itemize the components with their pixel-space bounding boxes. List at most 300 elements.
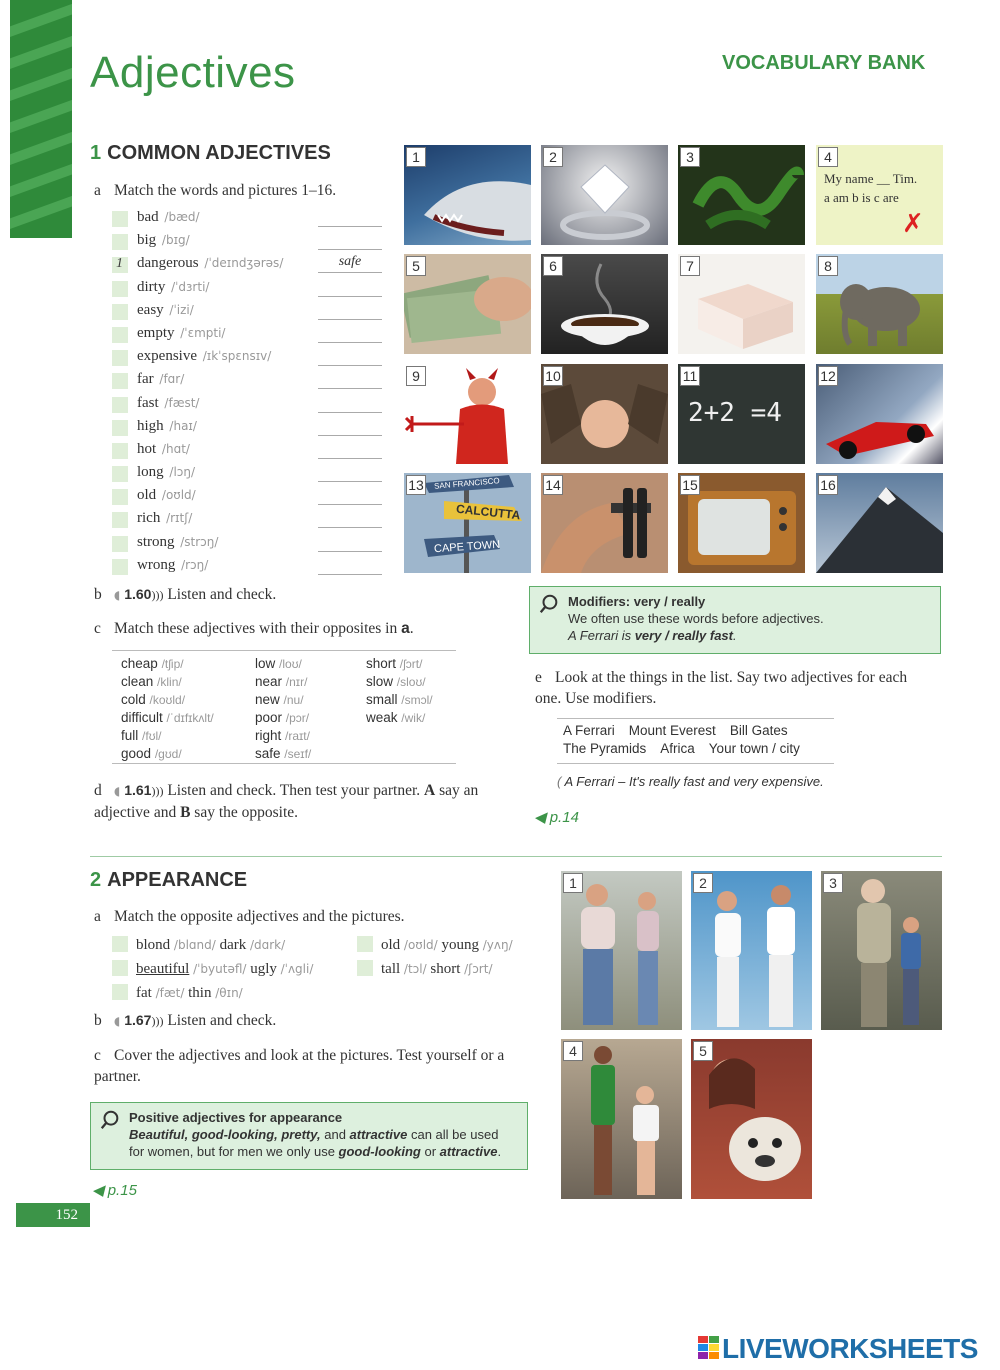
opposite-entry bbox=[255, 727, 311, 745]
instruction-b bbox=[94, 586, 276, 604]
picture-number: 4 bbox=[818, 147, 838, 167]
word-row bbox=[112, 440, 387, 463]
tip-bold-words: Beautiful, good-looking, pretty, bbox=[129, 1127, 321, 1142]
opposite-answer-field[interactable] bbox=[318, 347, 382, 366]
appearance-photo-3 bbox=[821, 871, 942, 1030]
list-e-row-1 bbox=[563, 723, 802, 738]
answer-box[interactable] bbox=[112, 350, 128, 366]
word-row bbox=[112, 208, 387, 231]
opposite-entry bbox=[121, 673, 214, 691]
appearance-photo-5 bbox=[691, 1039, 812, 1199]
answer-box[interactable] bbox=[112, 443, 128, 459]
instruction-text-2: say an adjective and bbox=[94, 782, 479, 821]
tip-line-2 bbox=[568, 627, 930, 644]
opposite-answer-field[interactable] bbox=[318, 208, 382, 227]
opposite-answer-field[interactable] bbox=[318, 463, 382, 482]
word-text: wrong bbox=[137, 556, 176, 573]
answer-box[interactable] bbox=[112, 373, 128, 389]
word-text: high bbox=[137, 417, 164, 434]
adjective: young bbox=[441, 937, 479, 953]
picture-number: 15 bbox=[680, 475, 700, 495]
word-row bbox=[112, 486, 387, 509]
section-title-text: APPEARANCE bbox=[107, 869, 248, 891]
tip-line-2-a: A Ferrari is bbox=[568, 628, 635, 643]
phonetic: /tɔl/ bbox=[403, 962, 427, 976]
phonetic: /dɑrk/ bbox=[249, 938, 286, 952]
word-entry bbox=[137, 487, 196, 504]
opposites-column-2 bbox=[255, 655, 311, 763]
adjective: good bbox=[121, 746, 152, 761]
word-entry bbox=[137, 464, 195, 481]
opposite-answer-field[interactable] bbox=[318, 324, 382, 343]
tip-heading: Positive adjectives for appearance bbox=[129, 1110, 343, 1125]
opposite-answer-field[interactable]: safe bbox=[318, 254, 382, 273]
list-item: Mount Everest bbox=[628, 723, 716, 738]
word-text: big bbox=[137, 232, 157, 249]
picture-8-elephant bbox=[816, 254, 943, 354]
tip-bold-word: attractive bbox=[439, 1144, 498, 1159]
phonetic: /wik/ bbox=[401, 711, 426, 725]
opposite-answer-field[interactable] bbox=[318, 486, 382, 505]
picture-number: 2 bbox=[543, 147, 563, 167]
opposite-entry bbox=[255, 673, 311, 691]
section-number: 1 bbox=[90, 142, 102, 164]
opposite-entry bbox=[121, 709, 214, 727]
instruction-text: Match the words and pictures 1–16. bbox=[114, 182, 337, 199]
list-item: Africa bbox=[660, 741, 695, 756]
phonetic: /yʌŋ/ bbox=[482, 938, 513, 952]
adjective: low bbox=[255, 656, 276, 671]
picture-1-shark bbox=[404, 145, 531, 245]
picture-6-coffee bbox=[541, 254, 668, 354]
picture-number: 1 bbox=[563, 873, 583, 893]
answer-box[interactable] bbox=[112, 397, 128, 413]
adjective: short bbox=[366, 656, 397, 671]
picture-number: 7 bbox=[680, 256, 700, 276]
word-row bbox=[112, 301, 387, 324]
picture-number: 6 bbox=[543, 256, 563, 276]
answer-box[interactable] bbox=[357, 960, 373, 976]
phonetic: /θɪn/ bbox=[215, 986, 243, 1000]
word-text: far bbox=[137, 371, 154, 388]
audio-icon[interactable]: ◖ bbox=[114, 784, 121, 798]
answer-box[interactable] bbox=[112, 466, 128, 482]
two-women-image bbox=[561, 871, 682, 1030]
adjective: weak bbox=[366, 710, 398, 725]
tip-heading: Modifiers: very / really bbox=[568, 594, 706, 609]
word-text: hot bbox=[137, 440, 157, 457]
tall-short-players-image bbox=[561, 1039, 682, 1199]
instruction-bold: a bbox=[401, 620, 410, 637]
adjective: tall bbox=[381, 961, 401, 977]
tip-text: can all be used bbox=[407, 1127, 499, 1142]
phonetic: /oʊld/ bbox=[161, 488, 196, 503]
instruction-text: Listen and check. bbox=[167, 1012, 277, 1029]
opposite-entry bbox=[366, 709, 433, 727]
word-entry bbox=[137, 255, 283, 272]
word-row bbox=[112, 347, 387, 370]
phonetic: /ˈdeɪndʒərəs/ bbox=[204, 256, 284, 271]
picture-number: 10 bbox=[543, 366, 563, 386]
tip-text: and bbox=[320, 1127, 350, 1142]
woman-with-dog-image bbox=[691, 1039, 812, 1199]
phonetic: /lɔŋ/ bbox=[169, 465, 196, 480]
phonetic: /blɑnd/ bbox=[173, 938, 216, 952]
picture-14-dumbbell bbox=[541, 473, 668, 573]
phonetic: /fɑr/ bbox=[159, 372, 185, 387]
decorative-band bbox=[10, 0, 72, 238]
adjective: small bbox=[366, 692, 398, 707]
answer-box[interactable] bbox=[112, 304, 128, 320]
audio-track: 1.60 bbox=[124, 586, 152, 602]
word-row bbox=[112, 231, 387, 254]
word-row bbox=[112, 509, 387, 532]
instruction-a bbox=[94, 182, 336, 200]
opposite-answer-field[interactable] bbox=[318, 440, 382, 459]
section-title-text: COMMON ADJECTIVES bbox=[107, 142, 331, 164]
word-row bbox=[112, 417, 387, 440]
instruction-e bbox=[535, 667, 930, 709]
picture-number: 9 bbox=[406, 366, 426, 386]
adjective: difficult bbox=[121, 710, 163, 725]
word-entry bbox=[137, 441, 190, 458]
phonetic: /ɪkˈspɛnsɪv/ bbox=[202, 349, 272, 364]
opposite-entry bbox=[255, 709, 311, 727]
tip-text: for women, but for men we only use bbox=[129, 1144, 339, 1159]
phonetic: /tʃip/ bbox=[161, 657, 184, 671]
word-row bbox=[112, 394, 387, 417]
phonetic: /bæd/ bbox=[164, 210, 200, 224]
opposite-answer-field[interactable] bbox=[318, 417, 382, 436]
back-arrow-icon: ◀ bbox=[534, 809, 546, 826]
phonetic: /haɪ/ bbox=[169, 418, 197, 433]
adjective: blond bbox=[136, 937, 171, 953]
adjective-pair bbox=[357, 960, 493, 978]
adjective: ugly bbox=[250, 961, 277, 977]
picture-number: 2 bbox=[693, 873, 713, 893]
partner-b: B bbox=[180, 804, 191, 821]
word-text: dirty bbox=[137, 278, 166, 295]
phonetic: /oʊld/ bbox=[403, 938, 438, 952]
opposite-answer-field[interactable] bbox=[318, 231, 382, 250]
answer-box[interactable] bbox=[112, 489, 128, 505]
list-e-row-2 bbox=[563, 741, 814, 756]
sign-cape-town: CAPE TOWN bbox=[433, 538, 501, 556]
back-arrow-icon: ◀ bbox=[92, 1182, 104, 1199]
audio-track: 1.67 bbox=[124, 1012, 152, 1028]
list-item: The Pyramids bbox=[563, 741, 647, 756]
picture-number: 5 bbox=[693, 1041, 713, 1061]
sign-san-francisco: SAN FRANCISCO bbox=[433, 476, 501, 491]
word-text: empty bbox=[137, 324, 175, 341]
answer-box[interactable] bbox=[112, 536, 128, 552]
phonetic: /koʊld/ bbox=[149, 693, 186, 707]
opposite-entry bbox=[255, 745, 311, 763]
adjective: old bbox=[381, 937, 401, 953]
opposite-entry bbox=[366, 655, 433, 673]
phonetic: /ˈʌgli/ bbox=[280, 962, 314, 976]
instruction-text: Cover the adjectives and look at the pictures. Test yourself or a partner. bbox=[94, 1047, 505, 1085]
picture-9-devil bbox=[404, 364, 531, 464]
phonetic: /strɔŋ/ bbox=[180, 534, 219, 549]
opposite-entry bbox=[121, 655, 214, 673]
appearance-photo-1 bbox=[561, 871, 682, 1030]
word-entry bbox=[137, 418, 197, 435]
word-row bbox=[112, 463, 387, 486]
instruction-letter: a bbox=[94, 908, 101, 925]
instruction-letter: c bbox=[94, 620, 101, 637]
opposites-table bbox=[112, 650, 456, 764]
phonetic: /sloʊ/ bbox=[396, 675, 426, 689]
liveworksheets-icon bbox=[698, 1334, 720, 1362]
opposite-answer-field[interactable] bbox=[318, 278, 382, 297]
picture-number: 3 bbox=[823, 873, 843, 893]
audio-waves-icon: ))) bbox=[151, 588, 164, 602]
audio-track: 1.61 bbox=[124, 782, 152, 798]
opposites-column-3 bbox=[366, 655, 433, 727]
cross-mark-icon: ✗ bbox=[902, 209, 924, 239]
picture-number: 1 bbox=[406, 147, 426, 167]
instruction-letter: d bbox=[94, 782, 102, 799]
runners-image bbox=[691, 871, 812, 1030]
phonetic: /pɔr/ bbox=[285, 711, 310, 725]
section-2-title bbox=[90, 869, 247, 892]
picture-15-old-tv bbox=[678, 473, 805, 573]
picture-number: 11 bbox=[680, 366, 700, 386]
instruction-2c bbox=[94, 1045, 534, 1087]
adjective: cheap bbox=[121, 656, 158, 671]
tip-line-2-b: very / really fast bbox=[634, 628, 733, 643]
answer-box[interactable] bbox=[112, 559, 128, 575]
picture-2-diamond-ring bbox=[541, 145, 668, 245]
word-text: old bbox=[137, 487, 157, 504]
magnifier-icon bbox=[99, 1109, 121, 1131]
instruction-end: . bbox=[409, 620, 414, 637]
phonetic: /loʊ/ bbox=[279, 657, 302, 671]
picture-13-signposts bbox=[404, 473, 531, 573]
adjective: poor bbox=[255, 710, 283, 725]
list-item: Your town / city bbox=[708, 741, 800, 756]
phonetic: /hɑt/ bbox=[161, 441, 190, 456]
opposite-entry bbox=[121, 727, 214, 745]
word-list bbox=[112, 208, 387, 579]
sign-calcutta: CALCUTTA bbox=[455, 501, 521, 523]
audio-waves-icon: ))) bbox=[151, 784, 164, 798]
phonetic: /fʊl/ bbox=[142, 729, 162, 743]
phonetic: /bɪg/ bbox=[161, 233, 190, 248]
opposite-answer-field[interactable] bbox=[318, 509, 382, 528]
adjective: dark bbox=[219, 937, 247, 953]
page-number: 152 bbox=[16, 1203, 90, 1227]
instruction-text-3: say the opposite. bbox=[194, 804, 299, 821]
picture-11-blackboard bbox=[678, 364, 805, 464]
adjective: fat bbox=[136, 985, 152, 1001]
tip-line-2-c: . bbox=[733, 628, 737, 643]
tip-line-2 bbox=[129, 1143, 517, 1160]
phonetic: /klin/ bbox=[157, 675, 182, 689]
picture-number: 13 bbox=[406, 475, 426, 495]
adjective-pair bbox=[112, 936, 285, 954]
opposite-entry bbox=[255, 655, 311, 673]
answer-box[interactable] bbox=[112, 281, 128, 297]
opposite-entry bbox=[366, 673, 433, 691]
instruction-c bbox=[94, 620, 414, 638]
word-row bbox=[112, 278, 387, 301]
adjective-pair bbox=[357, 936, 513, 954]
quiz-line-2: a am b is c are bbox=[824, 190, 899, 205]
answer-number: 1 bbox=[116, 256, 123, 272]
page-title: Adjectives bbox=[90, 48, 296, 97]
picture-4-quiz bbox=[816, 145, 943, 245]
instruction-text: Look at the things in the list. Say two adjectives for each one. Use modifiers. bbox=[535, 669, 908, 707]
picture-number: 5 bbox=[406, 256, 426, 276]
vocabulary-bank-label: VOCABULARY BANK bbox=[722, 52, 926, 74]
opposite-entry bbox=[121, 745, 214, 763]
tip-text: . bbox=[497, 1144, 502, 1159]
word-text: rich bbox=[137, 510, 161, 527]
answer-box[interactable] bbox=[112, 512, 128, 528]
phonetic: /ˈbyutəfl/ bbox=[193, 962, 247, 976]
answer-box[interactable] bbox=[357, 936, 373, 952]
phonetic: /ˈɛmpti/ bbox=[180, 325, 226, 340]
quiz-line-1: My name __ Tim. bbox=[824, 171, 918, 186]
list-item: Bill Gates bbox=[729, 723, 788, 738]
answer-box[interactable] bbox=[112, 327, 128, 343]
page-reference-link-2[interactable] bbox=[92, 1181, 137, 1199]
picture-3-snake bbox=[678, 145, 805, 245]
opposite-answer-field[interactable] bbox=[318, 370, 382, 389]
instruction-text: Match these adjectives with their opposites in bbox=[114, 620, 398, 637]
adjective: beautiful bbox=[136, 961, 190, 977]
word-text: dangerous bbox=[137, 255, 199, 272]
phonetic: /nɪr/ bbox=[285, 675, 308, 689]
picture-number: 12 bbox=[818, 366, 838, 386]
tip-bold-word: good-looking bbox=[338, 1144, 421, 1159]
footer-logo[interactable] bbox=[698, 1333, 978, 1365]
word-row bbox=[112, 254, 387, 277]
phonetic: /ʃɔrt/ bbox=[464, 962, 493, 976]
section-divider bbox=[90, 856, 942, 857]
instruction-letter: a bbox=[94, 182, 101, 199]
list-item: A Ferrari bbox=[563, 723, 615, 738]
page-reference-text: p.14 bbox=[549, 809, 579, 826]
word-entry bbox=[137, 395, 199, 412]
speech-example-text: A Ferrari – It's really fast and very expensive. bbox=[564, 774, 824, 789]
answer-box[interactable] bbox=[112, 960, 128, 976]
answer-box[interactable] bbox=[112, 211, 128, 227]
section-1-title bbox=[90, 142, 331, 165]
word-row bbox=[112, 556, 387, 579]
section-number: 2 bbox=[90, 869, 102, 891]
phonetic: /rɔŋ/ bbox=[181, 557, 209, 572]
word-entry bbox=[137, 557, 208, 574]
phonetic: /ˈdɜrti/ bbox=[171, 279, 210, 294]
word-entry bbox=[137, 209, 200, 226]
word-text: strong bbox=[137, 533, 175, 550]
adjective: full bbox=[121, 728, 139, 743]
phonetic: /ˈizi/ bbox=[169, 302, 194, 317]
phonetic: /smɔl/ bbox=[401, 693, 433, 707]
answer-box[interactable] bbox=[112, 234, 128, 250]
word-text: easy bbox=[137, 301, 164, 318]
picture-10-dirty-hands bbox=[541, 364, 668, 464]
word-entry bbox=[137, 325, 225, 342]
tip-line-1 bbox=[129, 1126, 517, 1143]
opposites-column-1 bbox=[121, 655, 214, 763]
list-e bbox=[557, 718, 834, 764]
word-entry bbox=[137, 302, 194, 319]
page-reference-text: p.15 bbox=[107, 1182, 137, 1199]
speech-example bbox=[557, 774, 824, 789]
word-entry bbox=[137, 232, 190, 249]
instruction-letter: c bbox=[94, 1047, 101, 1064]
word-text: expensive bbox=[137, 348, 197, 365]
audio-icon[interactable]: ◖ bbox=[114, 1014, 121, 1028]
picture-12-race-car bbox=[816, 364, 943, 464]
word-text: fast bbox=[137, 394, 159, 411]
audio-icon[interactable]: ◖ bbox=[114, 588, 121, 602]
picture-5-money bbox=[404, 254, 531, 354]
word-text: long bbox=[137, 464, 164, 481]
picture-number: 16 bbox=[818, 475, 838, 495]
word-entry bbox=[137, 279, 209, 296]
adjective: thin bbox=[188, 985, 212, 1001]
appearance-tip-box bbox=[90, 1102, 528, 1170]
adjective: clean bbox=[121, 674, 154, 689]
word-row bbox=[112, 370, 387, 393]
opposite-answer-field[interactable] bbox=[318, 394, 382, 413]
picture-number: 8 bbox=[818, 256, 838, 276]
instruction-letter: b bbox=[94, 1012, 102, 1029]
picture-7-empty-box bbox=[678, 254, 805, 354]
phonetic: /rɪtʃ/ bbox=[166, 511, 193, 526]
appearance-photo-2 bbox=[691, 871, 812, 1030]
adjective: safe bbox=[255, 746, 281, 761]
opposite-answer-field[interactable] bbox=[318, 533, 382, 552]
instruction-text: Match the opposite adjectives and the pictures. bbox=[114, 908, 405, 925]
adjective-pair bbox=[112, 984, 243, 1002]
opposite-answer-field[interactable] bbox=[318, 301, 382, 320]
word-row bbox=[112, 324, 387, 347]
appearance-photo-4 bbox=[561, 1039, 682, 1199]
adjective: new bbox=[255, 692, 280, 707]
answer-box[interactable] bbox=[112, 420, 128, 436]
word-entry bbox=[137, 371, 184, 388]
word-entry bbox=[137, 348, 271, 365]
instruction-d bbox=[94, 780, 504, 823]
phonetic: /ʃɔrt/ bbox=[399, 657, 423, 671]
audio-waves-icon: ))) bbox=[151, 1014, 164, 1028]
speech-bubble-icon: ( bbox=[557, 774, 562, 789]
word-entry bbox=[137, 534, 218, 551]
answer-box[interactable] bbox=[112, 936, 128, 952]
instruction-2a bbox=[94, 908, 405, 926]
adjective: slow bbox=[366, 674, 394, 689]
adjective: right bbox=[255, 728, 282, 743]
opposite-answer-field[interactable] bbox=[318, 556, 382, 575]
instruction-letter: b bbox=[94, 586, 102, 603]
opposite-entry bbox=[366, 691, 433, 709]
phonetic: /fæt/ bbox=[155, 986, 185, 1000]
footer-brand-text: LIVEWORKSHEETS bbox=[722, 1333, 978, 1364]
instruction-2b bbox=[94, 1012, 276, 1030]
tip-bold-word: attractive bbox=[349, 1127, 408, 1142]
tip-text: or bbox=[420, 1144, 440, 1159]
adjective: short bbox=[430, 961, 461, 977]
answer-box[interactable] bbox=[112, 984, 128, 1000]
old-woman-boy-image bbox=[821, 871, 942, 1030]
page-reference-link[interactable] bbox=[534, 808, 579, 826]
